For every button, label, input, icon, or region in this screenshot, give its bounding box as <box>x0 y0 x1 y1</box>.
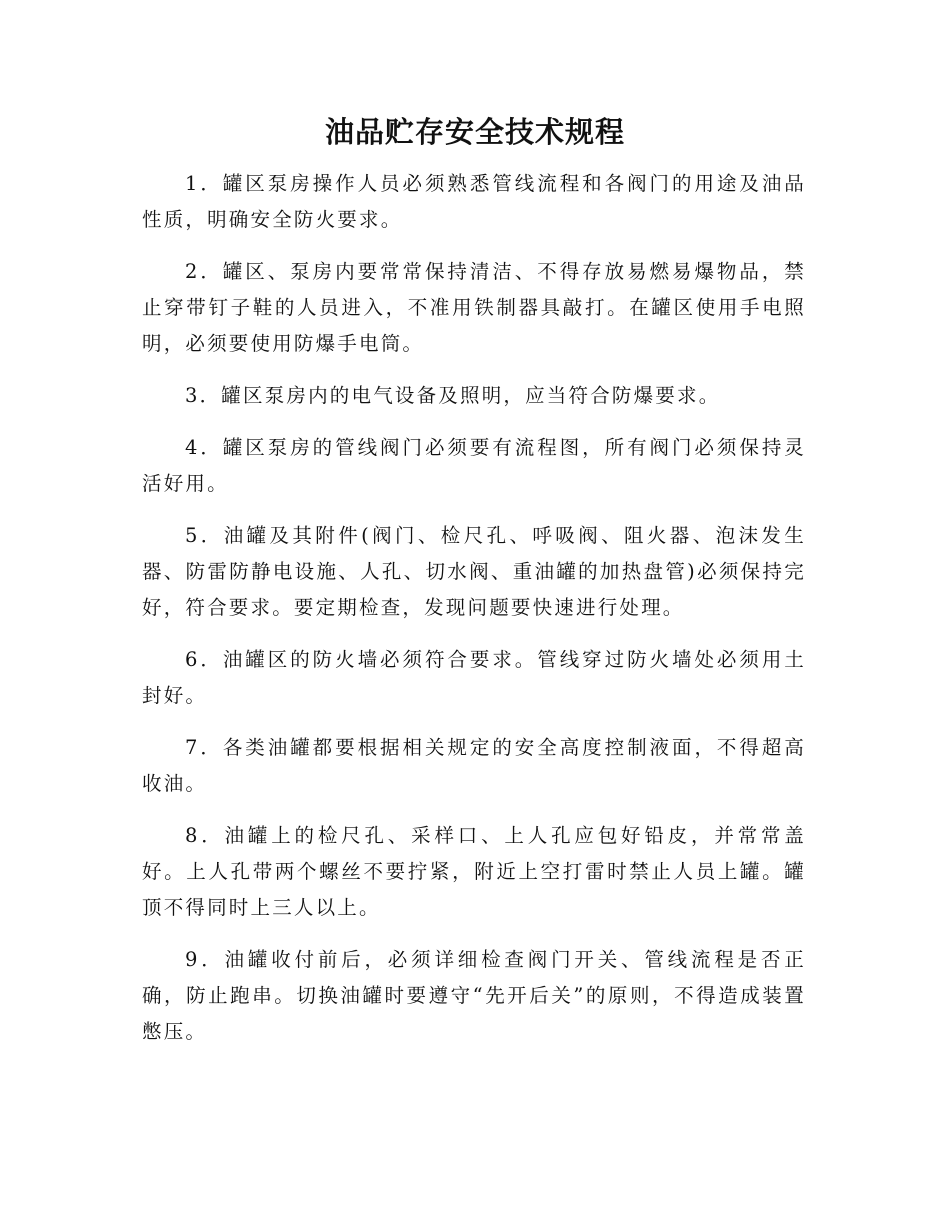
rule-paragraph-2: 2．罐区、泵房内要常常保持清洁、不得存放易燃易爆物品，禁止穿带钉子鞋的人员进入，不准用铁制器具敲打。在罐区使用手电照明，必须要使用防爆手电筒。 <box>142 260 806 355</box>
rule-paragraph-7: 7．各类油罐都要根据相关规定的安全高度控制液面，不得超高收油。 <box>142 736 806 795</box>
rule-paragraph-8: 8．油罐上的检尺孔、采样口、上人孔应包好铅皮，并常常盖好。上人孔带两个螺丝不要拧紧，附近上空打雷时禁止人员上罐。罐顶不得同时上三人以上。 <box>142 824 806 919</box>
rule-paragraph-4: 4．罐区泵房的管线阀门必须要有流程图，所有阀门必须保持灵活好用。 <box>142 436 806 495</box>
document-body <box>142 166 806 1066</box>
rule-paragraph-6: 6．油罐区的防火墙必须符合要求。管线穿过防火墙处必须用土封好。 <box>142 648 806 707</box>
rule-paragraph-9: 9．油罐收付前后，必须详细检查阀门开关、管线流程是否正确，防止跑串。切换油罐时要遵守“先开后关”的原则，不得造成装置憋压。 <box>142 948 806 1043</box>
document-title: 油品贮存安全技术规程 <box>324 115 625 149</box>
rule-paragraph-5: 5．油罐及其附件(阀门、检尺孔、呼吸阀、阻火器、泡沫发生器、防雷防静电设施、人孔、切水阀、重油罐的加热盘管)必须保持完好，符合要求。要定期检查，发现问题要快速进行处理。 <box>142 524 806 619</box>
rule-paragraph-3: 3．罐区泵房内的电气设备及照明，应当符合防爆要求。 <box>185 384 721 407</box>
rule-paragraph-1: 1．罐区泵房操作人员必须熟悉管线流程和各阀门的用途及油品性质，明确安全防火要求。 <box>142 172 806 231</box>
